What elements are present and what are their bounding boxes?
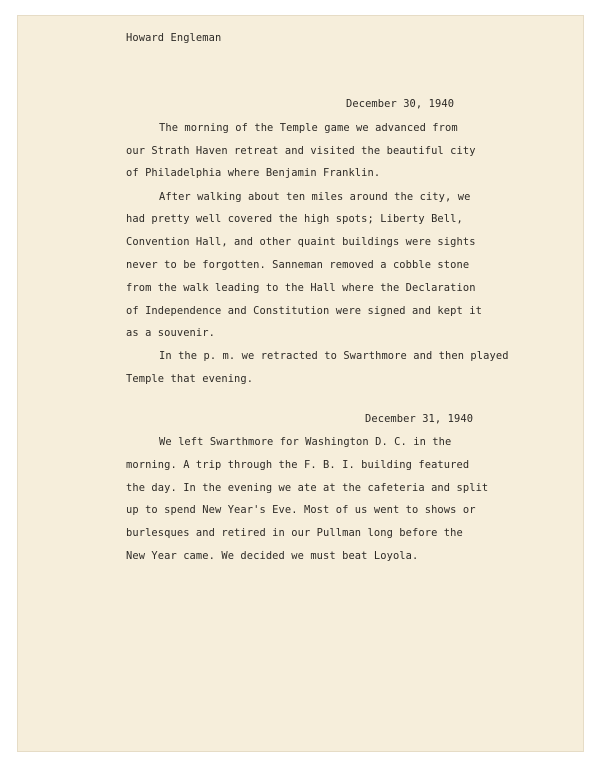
text-line: We left Swarthmore for Washington D. C. in the [159, 436, 452, 448]
text-line: from the walk leading to the Hall where the Declaration [126, 282, 476, 294]
text-line: never to be forgotten. Sanneman removed a cobble stone [126, 259, 470, 271]
entry-date: December 31, 1940 [365, 413, 474, 425]
text-line: In the p. m. we retracted to Swarthmore and then played [159, 350, 509, 362]
text-line: as a souvenir. [126, 327, 215, 339]
text-line: After walking about ten miles around the city, we [159, 191, 471, 203]
text-line: burlesques and retired in our Pullman long before the [126, 527, 463, 539]
text-line: New Year came. We decided we must beat Loyola. [126, 550, 419, 562]
text-line: Convention Hall, and other quaint buildings were sights [126, 236, 476, 248]
text-line: up to spend New Year's Eve. Most of us went to shows or [126, 504, 476, 516]
text-line: Temple that evening. [126, 373, 254, 385]
entry-date: December 30, 1940 [346, 98, 455, 110]
text-line: morning. A trip through the F. B. I. building featured [126, 459, 470, 471]
text-line: our Strath Haven retreat and visited the beautiful city [126, 145, 476, 157]
author-name: Howard Engleman [126, 32, 222, 44]
text-line: had pretty well covered the high spots; Liberty Bell, [126, 213, 463, 225]
text-line: of Philadelphia where Benjamin Franklin. [126, 167, 381, 179]
text-line: The morning of the Temple game we advanced from [159, 122, 458, 134]
typed-page [18, 16, 583, 751]
text-line: of Independence and Constitution were signed and kept it [126, 305, 482, 317]
text-line: the day. In the evening we ate at the cafeteria and split [126, 482, 489, 494]
